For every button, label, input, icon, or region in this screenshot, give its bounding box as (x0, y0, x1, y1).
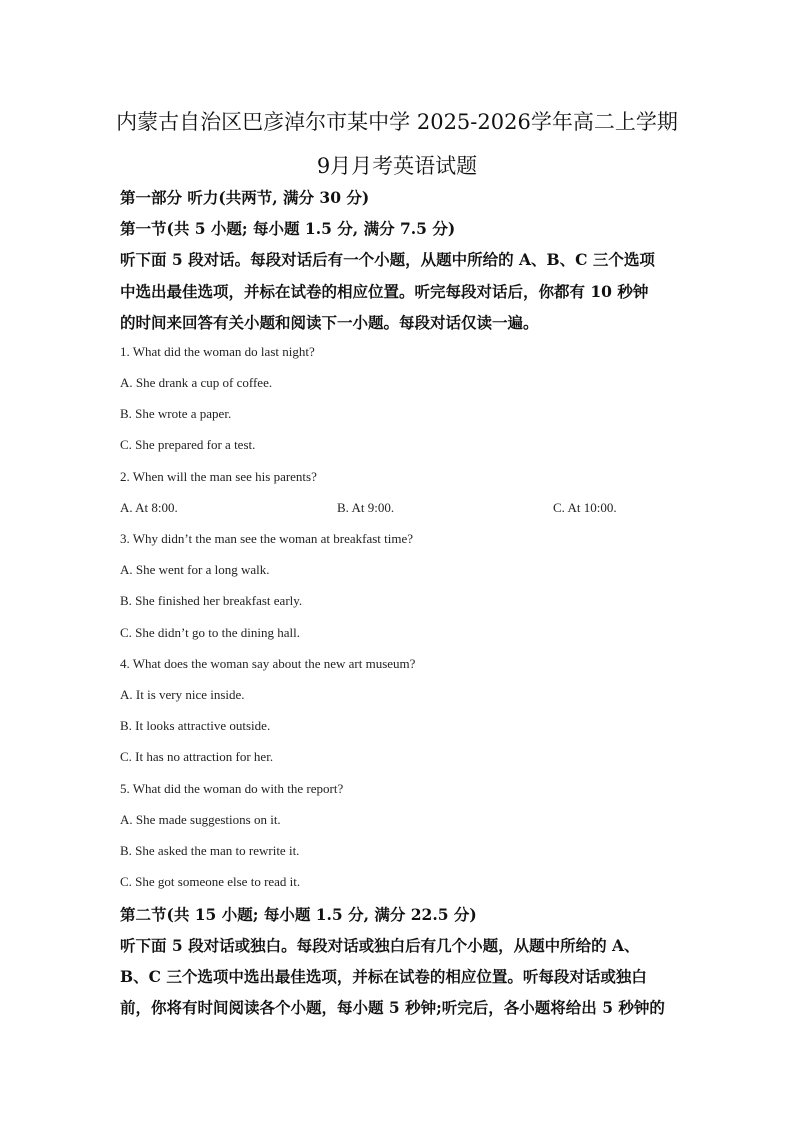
exam-title-line-1: 内蒙古自治区巴彦淖尔市某中学 2025-2026学年高二上学期 (116, 110, 678, 134)
section2-instruction-line-2: B、C 三个选项中选出最佳选项，并标在试卷的相应位置。听每段对话或独白 (120, 967, 647, 986)
question-5-stem: 5. What did the woman do with the report? (120, 781, 344, 796)
question-3-option-a: A. She went for a long walk. (120, 562, 270, 577)
exam-title-line-2: 9月月考英语试题 (316, 154, 478, 178)
question-2-option-c: C. At 10:00. (553, 500, 617, 515)
section2-heading: 第二节(共 15 小题; 每小题 1.5 分, 满分 22.5 分) (120, 905, 477, 924)
question-2-option-b: B. At 9:00. (337, 500, 395, 515)
question-3-option-c: C. She didn’t go to the dining hall. (120, 625, 300, 640)
section2-instruction-line-1: 听下面 5 段对话或独白。每段对话或独白后有几个小题，从题中所给的 A、 (120, 936, 640, 955)
section2-instruction-line-3: 前，你将有时间阅读各个小题，每小题 5 秒钟;听完后，各小题将给出 5 秒钟的 (120, 998, 665, 1017)
question-2-stem: 2. When will the man see his parents? (120, 469, 317, 484)
section1-instruction-line-1: 听下面 5 段对话。每段对话后有一个小题，从题中所给的 A、B、C 三个选项 (120, 250, 655, 269)
question-4-option-c: C. It has no attraction for her. (120, 749, 274, 764)
question-1-option-c: C. She prepared for a test. (120, 437, 256, 452)
part1-heading: 第一部分 听力(共两节, 满分 30 分) (120, 188, 370, 207)
question-1-option-a: A. She drank a cup of coffee. (120, 375, 273, 390)
question-4-option-a: A. It is very nice inside. (120, 687, 245, 702)
question-1-option-b: B. She wrote a paper. (120, 406, 232, 421)
section1-instruction-line-2: 中选出最佳选项，并标在试卷的相应位置。听完每段对话后，你都有 10 秒钟 (120, 282, 649, 301)
question-5-option-b: B. She asked the man to rewrite it. (120, 843, 300, 858)
section1-heading: 第一节(共 5 小题; 每小题 1.5 分, 满分 7.5 分) (120, 219, 456, 238)
question-4-option-b: B. It looks attractive outside. (120, 718, 271, 733)
question-5-option-a: A. She made suggestions on it. (120, 812, 281, 827)
question-3-option-b: B. She finished her breakfast early. (120, 593, 303, 608)
section1-instruction-line-3: 的时间来回答有关小题和阅读下一小题。每段对话仅读一遍。 (120, 313, 539, 332)
question-1-stem: 1. What did the woman do last night? (120, 344, 315, 359)
question-5-option-c: C. She got someone else to read it. (120, 874, 301, 889)
question-2-option-a: A. At 8:00. (120, 500, 178, 515)
question-4-stem: 4. What does the woman say about the new art museum? (120, 656, 416, 671)
question-3-stem: 3. Why didn’t the man see the woman at breakfast time? (120, 531, 414, 546)
